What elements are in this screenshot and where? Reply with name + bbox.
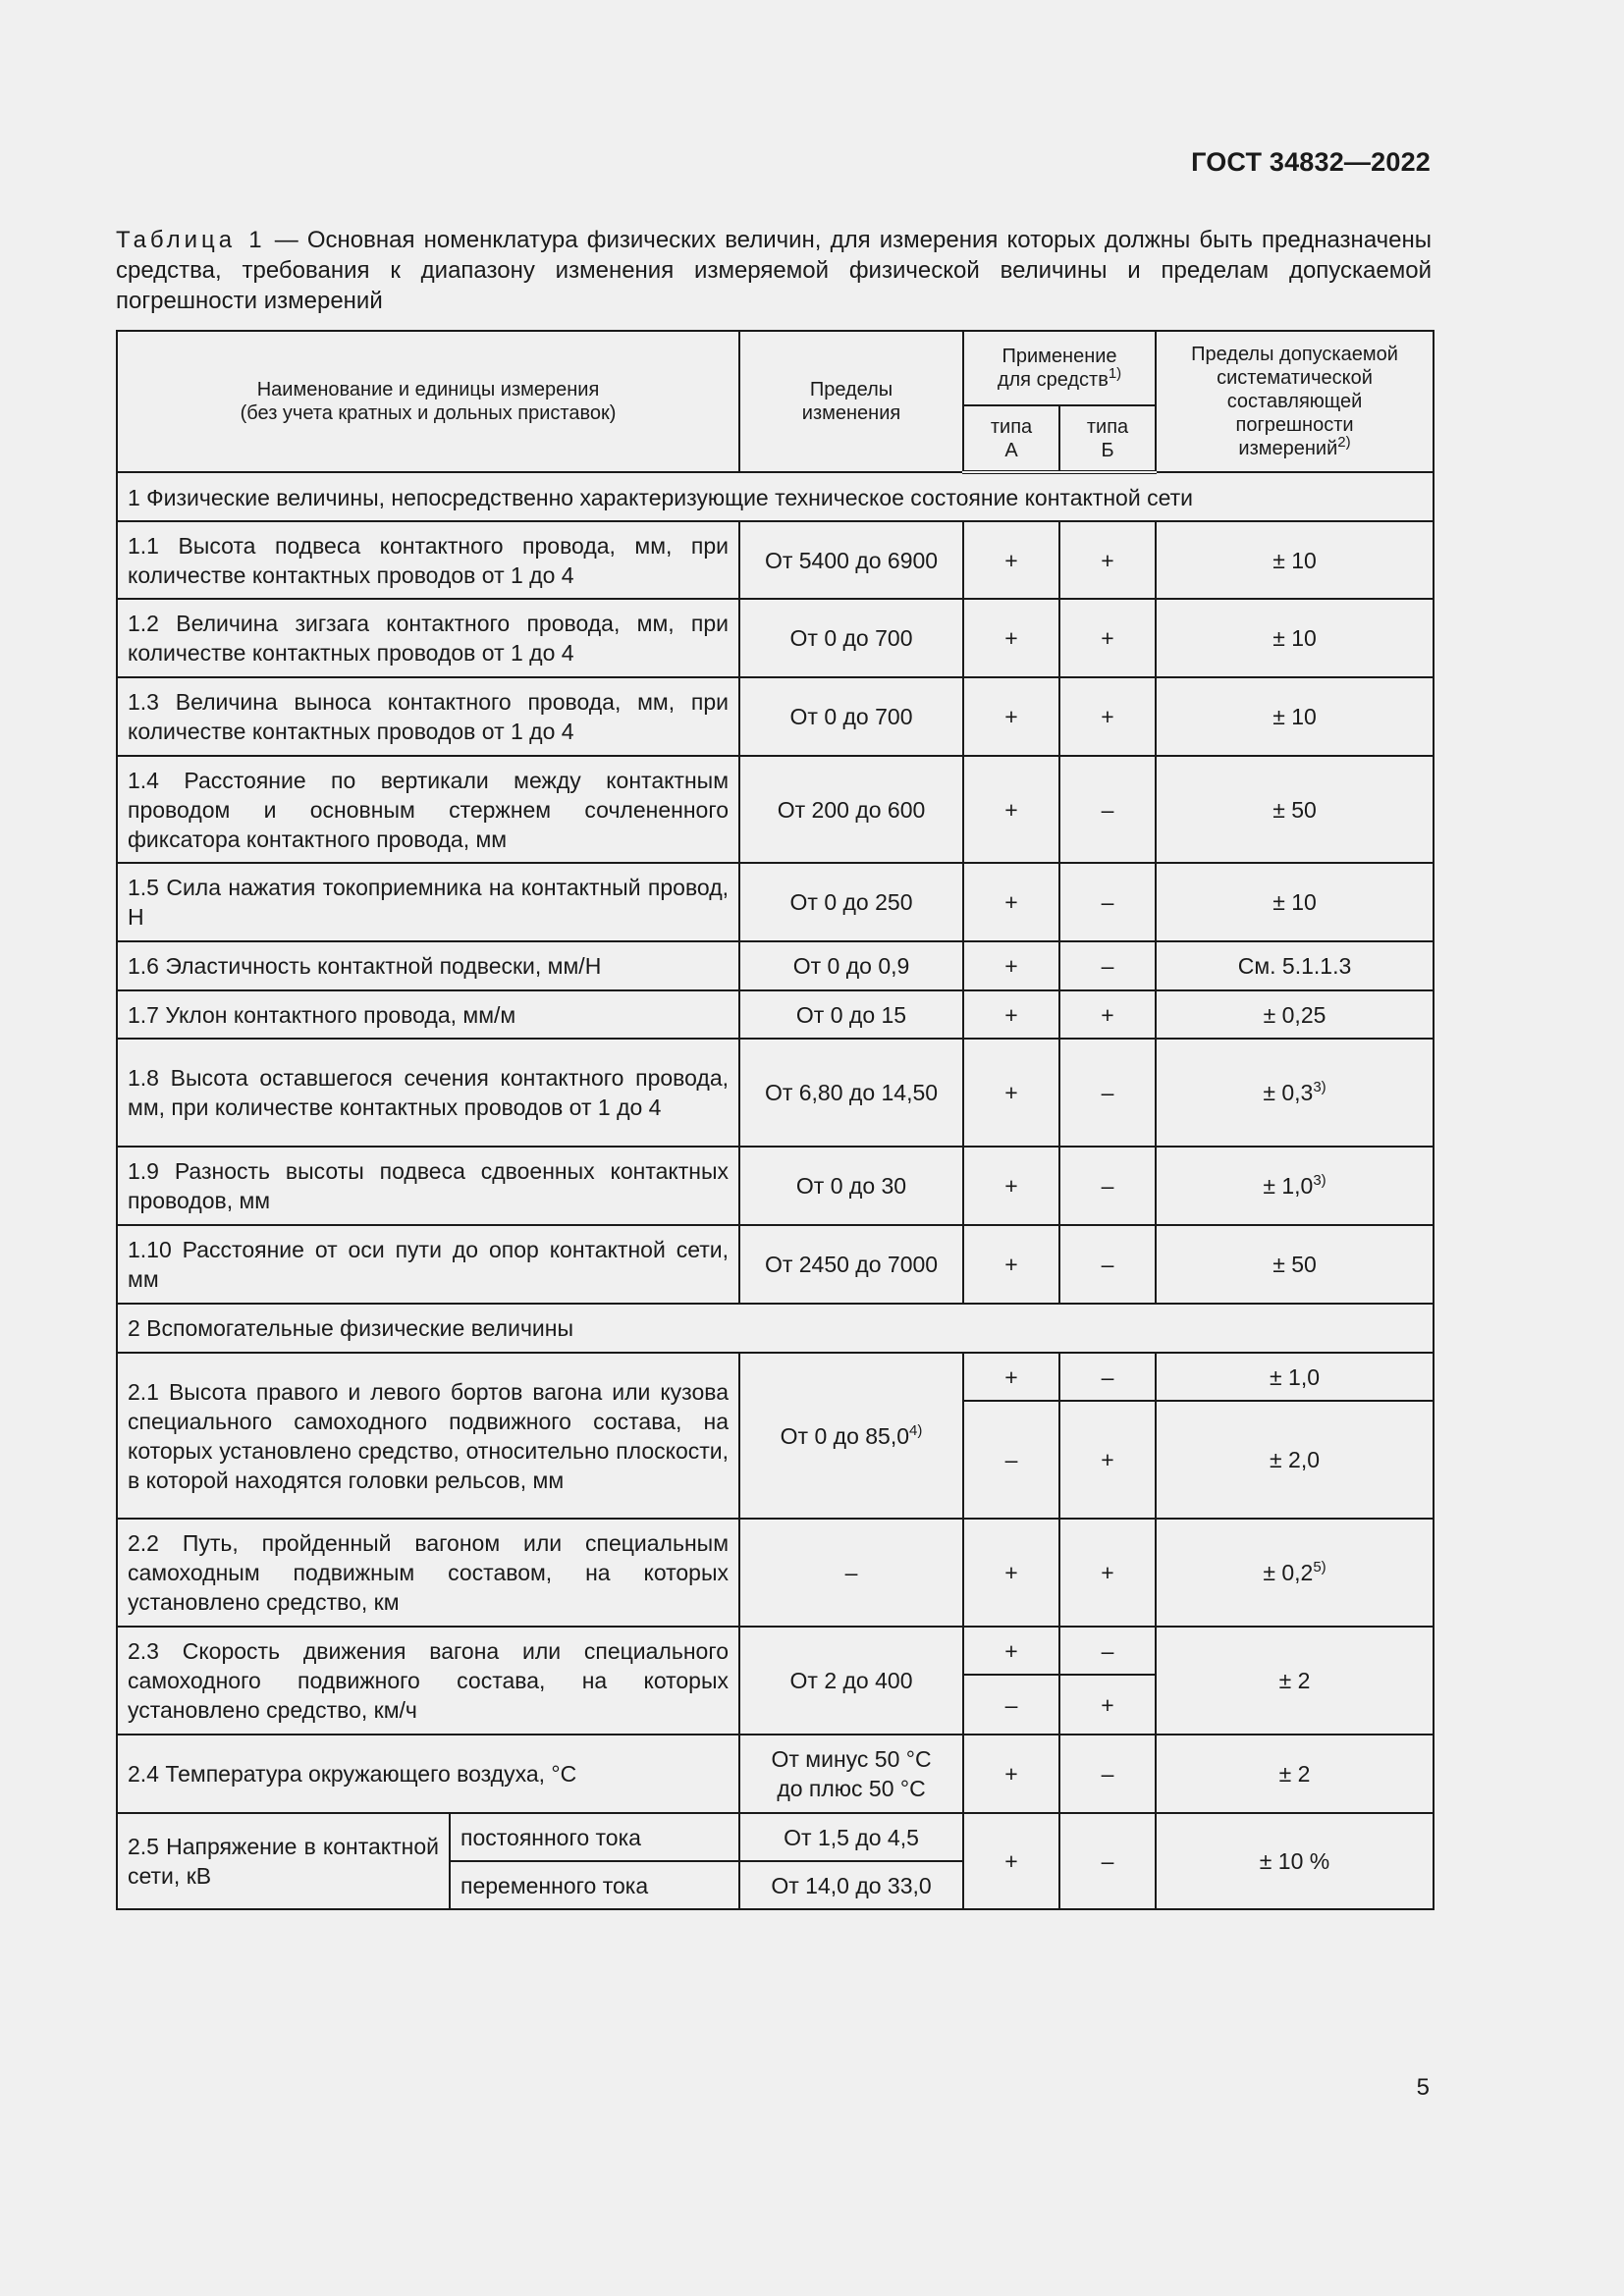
table-caption (116, 225, 1432, 316)
header-application (963, 331, 1156, 405)
header-limits-line2: изменения (801, 402, 901, 424)
table-row: – + (117, 1675, 1434, 1735)
caption-text: — Основная номенклатура физических величин, для измерения которых должны быть предназначены средства, требования к диапазону изменения измеряемой физической величины и пределам допускаемой погрешности измерений (116, 227, 1432, 314)
header-error-line4: погрешности (1235, 414, 1354, 436)
header-error-line1: Пределы допускаемой (1191, 344, 1398, 365)
table-row: 2.1 Высота правого и левого бортов вагона или кузова специального самоходного подвижного состава, на которых установлено средство, относительно плоскости, в которой находятся головки рельсов, мм От 0 до $85,0^{4)}$ + – ± 1,0 (117, 1353, 1434, 1401)
header-application-line2: для средств$^{1)}$ (997, 365, 1122, 391)
header-name (117, 331, 739, 472)
table-row: 1.5 Сила нажатия токоприемника на контактный провод, Н От 0 до 250 + – ± 10 (117, 863, 1434, 941)
header-type-b: типа Б (1059, 405, 1156, 472)
header-type-a: типа А (963, 405, 1059, 472)
table-row: 1.10 Расстояние от оси пути до опор контактной сети, мм От 2450 до 7000 + – ± 50 (117, 1225, 1434, 1304)
table-row: 2.2 Путь, пройденный вагоном или специальным самоходным подвижным составом, на которых установлено средство, км – + + ± $0,2^{5)}$ (117, 1519, 1434, 1627)
table-row: – + ± 2,0 (117, 1401, 1434, 1519)
table-row: 2.5 Напряжение в контактной сети, кВ постоянного тока От 1,5 до 4,5 + – ± 10 % (117, 1813, 1434, 1861)
table-row: переменного тока От 14,0 до 33,0 (117, 1861, 1434, 1909)
table-row: 2.4 Температура окружающего воздуха, °С От минус 50 °С до плюс 50 °С + – ± 2 (117, 1735, 1434, 1813)
physical-quantities-table (116, 330, 1435, 1910)
table-row: 1.7 Уклон контактного провода, мм/м От 0 до 15 + + ± 0,25 (117, 990, 1434, 1039)
header-limits-line1: Пределы (809, 379, 893, 400)
header-name-line1: Наименование и единицы измерения (256, 379, 600, 400)
table-row: 1.3 Величина выноса контактного провода, мм, при количестве контактных проводов от 1 до 4 От 0 до 700 + + ± 10 (117, 677, 1434, 756)
section-title: 2 Вспомогательные физические величины (117, 1304, 1434, 1353)
caption-label: Таблица 1 (116, 227, 266, 253)
section-title: 1 Физические величины, непосредственно характеризующие техническое состояние контактной сети (117, 472, 1434, 521)
table-row: 1.2 Величина зигзага контактного провода, мм, при количестве контактных проводов от 1 до 4 От 0 до 700 + + ± 10 (117, 599, 1434, 677)
header-error-line5: измерений$^{2)}$ (1238, 434, 1351, 459)
header-name-line2: (без учета кратных и дольных приставок) (240, 402, 617, 424)
header-application-line1: Применение (1001, 346, 1117, 367)
header-error-line3: составляющей (1226, 391, 1363, 412)
header-error (1156, 331, 1434, 472)
table-row: 1.4 Расстояние по вертикали между контактным проводом и основным стержнем сочлененного фиксатора контактного провода, мм От 200 до 600 + – ± 50 (117, 756, 1434, 863)
table-row: 1.9 Разность высоты подвеса сдвоенных контактных проводов, мм От 0 до 30 + – ± $1,0^{3)}$ (117, 1147, 1434, 1225)
page-number: 5 (1416, 2074, 1430, 2101)
table-row: 1.1 Высота подвеса контактного провода, мм, при количестве контактных проводов от 1 до 4 От 5400 до 6900 + + ± 10 (117, 521, 1434, 599)
header-limits (739, 331, 963, 472)
table-row: 1.6 Эластичность контактной подвески, мм/Н От 0 до 0,9 + – См. 5.1.1.3 (117, 941, 1434, 990)
header-error-line2: систематической (1217, 367, 1373, 389)
table-row: 1.8 Высота оставшегося сечения контактного провода, мм, при количестве контактных проводов от 1 до 4 От 6,80 до 14,50 + – ± $0,3^{3)}$ (117, 1039, 1434, 1147)
standard-code: ГОСТ 34832—2022 (1191, 147, 1431, 177)
table-row: 2.3 Скорость движения вагона или специального самоходного подвижного состава, на которых установлено средство, км/ч От 2 до 400 + – ± 2 (117, 1627, 1434, 1675)
